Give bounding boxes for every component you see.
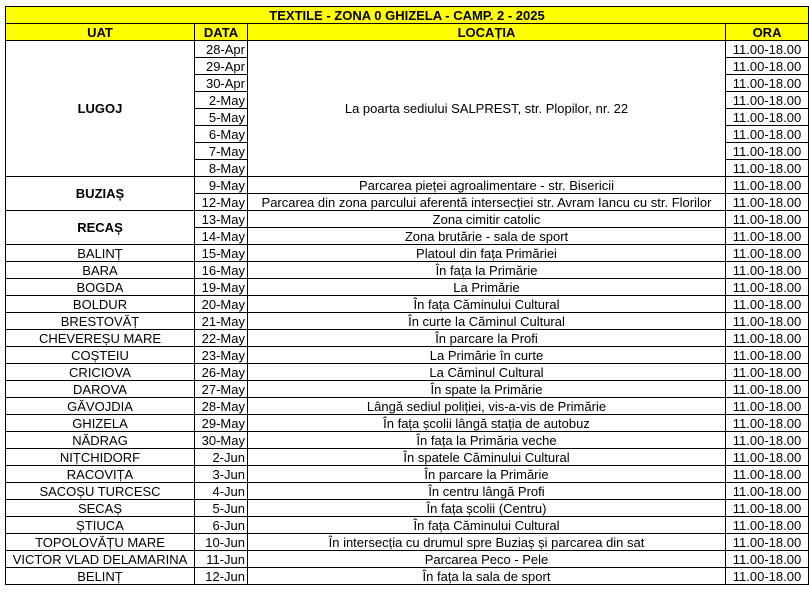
date-cell: 8-May — [195, 160, 248, 177]
header-ora: ORA — [726, 24, 809, 41]
time-cell: 11.00-18.00 — [726, 415, 809, 432]
table-row — [6, 551, 809, 568]
table-row — [6, 517, 809, 534]
title-row — [6, 7, 809, 24]
header-row — [6, 24, 809, 41]
date-cell: 13-May — [195, 211, 248, 228]
uat-cell: NIȚCHIDORF — [6, 449, 195, 466]
uat-cell: GĂVOJDIA — [6, 398, 195, 415]
uat-cell: TOPOLOVĂȚU MARE — [6, 534, 195, 551]
table-row — [6, 466, 809, 483]
location-cell: În intersecția cu drumul spre Buziaș și parcarea din sat — [248, 534, 726, 551]
time-cell: 11.00-18.00 — [726, 466, 809, 483]
date-cell: 7-May — [195, 143, 248, 160]
date-cell: 30-May — [195, 432, 248, 449]
uat-cell: CRICIOVA — [6, 364, 195, 381]
time-cell: 11.00-18.00 — [726, 483, 809, 500]
date-cell: 29-May — [195, 415, 248, 432]
time-cell: 11.00-18.00 — [726, 126, 809, 143]
uat-cell: NĂDRAG — [6, 432, 195, 449]
table-row — [6, 398, 809, 415]
time-cell: 11.00-18.00 — [726, 41, 809, 58]
uat-cell: BELINȚ — [6, 568, 195, 585]
location-cell: Parcarea Peco - Pele — [248, 551, 726, 568]
date-cell: 2-Jun — [195, 449, 248, 466]
location-cell: În parcare la Profi — [248, 330, 726, 347]
date-cell: 28-Apr — [195, 41, 248, 58]
table-row — [6, 313, 809, 330]
date-cell: 30-Apr — [195, 75, 248, 92]
date-cell: 10-Jun — [195, 534, 248, 551]
uat-cell: BRESTOVĂȚ — [6, 313, 195, 330]
uat-cell: GHIZELA — [6, 415, 195, 432]
table-row — [6, 177, 809, 194]
date-cell: 26-May — [195, 364, 248, 381]
time-cell: 11.00-18.00 — [726, 449, 809, 466]
time-cell: 11.00-18.00 — [726, 296, 809, 313]
time-cell: 11.00-18.00 — [726, 313, 809, 330]
location-cell: Lângă sediul poliției, vis-a-vis de Primărie — [248, 398, 726, 415]
table-row — [6, 500, 809, 517]
date-cell: 9-May — [195, 177, 248, 194]
location-cell: În parcare la Primărie — [248, 466, 726, 483]
time-cell: 11.00-18.00 — [726, 262, 809, 279]
table-row — [6, 483, 809, 500]
uat-cell: SACOȘU TURCESC — [6, 483, 195, 500]
time-cell: 11.00-18.00 — [726, 143, 809, 160]
location-cell: În centru lângă Profi — [248, 483, 726, 500]
location-cell: Platoul din fața Primăriei — [248, 245, 726, 262]
table-row — [6, 296, 809, 313]
date-cell: 14-May — [195, 228, 248, 245]
location-cell: În fața Căminului Cultural — [248, 296, 726, 313]
location-cell: Zona cimitir catolic — [248, 211, 726, 228]
date-cell: 16-May — [195, 262, 248, 279]
time-cell: 11.00-18.00 — [726, 398, 809, 415]
time-cell: 11.00-18.00 — [726, 551, 809, 568]
time-cell: 11.00-18.00 — [726, 364, 809, 381]
uat-cell: VICTOR VLAD DELAMARINA — [6, 551, 195, 568]
location-cell: În fața școlii lângă stația de autobuz — [248, 415, 726, 432]
date-cell: 23-May — [195, 347, 248, 364]
uat-cell: DAROVA — [6, 381, 195, 398]
location-cell: La Primărie în curte — [248, 347, 726, 364]
time-cell: 11.00-18.00 — [726, 160, 809, 177]
date-cell: 19-May — [195, 279, 248, 296]
uat-cell: CHEVEREȘU MARE — [6, 330, 195, 347]
header-uat: UAT — [6, 24, 195, 41]
table-row — [6, 262, 809, 279]
time-cell: 11.00-18.00 — [726, 58, 809, 75]
table-row — [6, 364, 809, 381]
table-row — [6, 245, 809, 262]
uat-cell: RACOVIȚA — [6, 466, 195, 483]
schedule-table — [5, 6, 809, 585]
uat-cell: BALINȚ — [6, 245, 195, 262]
location-cell: În fața școlii (Centru) — [248, 500, 726, 517]
date-cell: 4-Jun — [195, 483, 248, 500]
location-cell: În spate la Primărie — [248, 381, 726, 398]
uat-cell: BARA — [6, 262, 195, 279]
time-cell: 11.00-18.00 — [726, 177, 809, 194]
table-title: TEXTILE - ZONA 0 GHIZELA - CAMP. 2 - 2025 — [6, 7, 809, 24]
location-cell: Parcarea din zona parcului aferentă intersecției str. Avram Iancu cu str. Florilor — [248, 194, 726, 211]
location-cell: În fața la Primăria veche — [248, 432, 726, 449]
time-cell: 11.00-18.00 — [726, 568, 809, 585]
location-cell: Zona brutărie - sala de sport — [248, 228, 726, 245]
table-row — [6, 41, 809, 58]
table-row — [6, 432, 809, 449]
time-cell: 11.00-18.00 — [726, 347, 809, 364]
date-cell: 6-May — [195, 126, 248, 143]
date-cell: 5-May — [195, 109, 248, 126]
uat-cell: BUZIAȘ — [6, 177, 195, 211]
date-cell: 21-May — [195, 313, 248, 330]
table-row — [6, 279, 809, 296]
date-cell: 6-Jun — [195, 517, 248, 534]
time-cell: 11.00-18.00 — [726, 534, 809, 551]
date-cell: 28-May — [195, 398, 248, 415]
time-cell: 11.00-18.00 — [726, 432, 809, 449]
table-row — [6, 381, 809, 398]
date-cell: 3-Jun — [195, 466, 248, 483]
table-row — [6, 449, 809, 466]
uat-cell: ȘTIUCA — [6, 517, 195, 534]
date-cell: 20-May — [195, 296, 248, 313]
location-cell: În fața Căminului Cultural — [248, 517, 726, 534]
table-row — [6, 211, 809, 228]
table-row — [6, 534, 809, 551]
location-cell: La Primărie — [248, 279, 726, 296]
date-cell: 12-May — [195, 194, 248, 211]
location-cell: În spatele Căminului Cultural — [248, 449, 726, 466]
time-cell: 11.00-18.00 — [726, 194, 809, 211]
time-cell: 11.00-18.00 — [726, 211, 809, 228]
time-cell: 11.00-18.00 — [726, 92, 809, 109]
date-cell: 11-Jun — [195, 551, 248, 568]
date-cell: 2-May — [195, 92, 248, 109]
table-row — [6, 347, 809, 364]
uat-cell: COȘTEIU — [6, 347, 195, 364]
time-cell: 11.00-18.00 — [726, 75, 809, 92]
location-cell: La poarta sediului SALPREST, str. Plopilor, nr. 22 — [248, 41, 726, 177]
location-cell: Parcarea pieței agroalimentare - str. Bisericii — [248, 177, 726, 194]
location-cell: În fața la sala de sport — [248, 568, 726, 585]
uat-cell: SECAȘ — [6, 500, 195, 517]
time-cell: 11.00-18.00 — [726, 279, 809, 296]
location-cell: În fața la Primărie — [248, 262, 726, 279]
date-cell: 27-May — [195, 381, 248, 398]
time-cell: 11.00-18.00 — [726, 381, 809, 398]
header-data: DATA — [195, 24, 248, 41]
date-cell: 15-May — [195, 245, 248, 262]
location-cell: La Căminul Cultural — [248, 364, 726, 381]
date-cell: 12-Jun — [195, 568, 248, 585]
uat-cell: BOLDUR — [6, 296, 195, 313]
time-cell: 11.00-18.00 — [726, 517, 809, 534]
location-cell: În curte la Căminul Cultural — [248, 313, 726, 330]
table-row — [6, 330, 809, 347]
uat-cell: BOGDA — [6, 279, 195, 296]
time-cell: 11.00-18.00 — [726, 109, 809, 126]
time-cell: 11.00-18.00 — [726, 330, 809, 347]
table-row — [6, 568, 809, 585]
time-cell: 11.00-18.00 — [726, 228, 809, 245]
date-cell: 5-Jun — [195, 500, 248, 517]
uat-cell: RECAȘ — [6, 211, 195, 245]
uat-cell: LUGOJ — [6, 41, 195, 177]
header-locatia: LOCAȚIA — [248, 24, 726, 41]
time-cell: 11.00-18.00 — [726, 245, 809, 262]
time-cell: 11.00-18.00 — [726, 500, 809, 517]
date-cell: 29-Apr — [195, 58, 248, 75]
date-cell: 22-May — [195, 330, 248, 347]
table-row — [6, 415, 809, 432]
